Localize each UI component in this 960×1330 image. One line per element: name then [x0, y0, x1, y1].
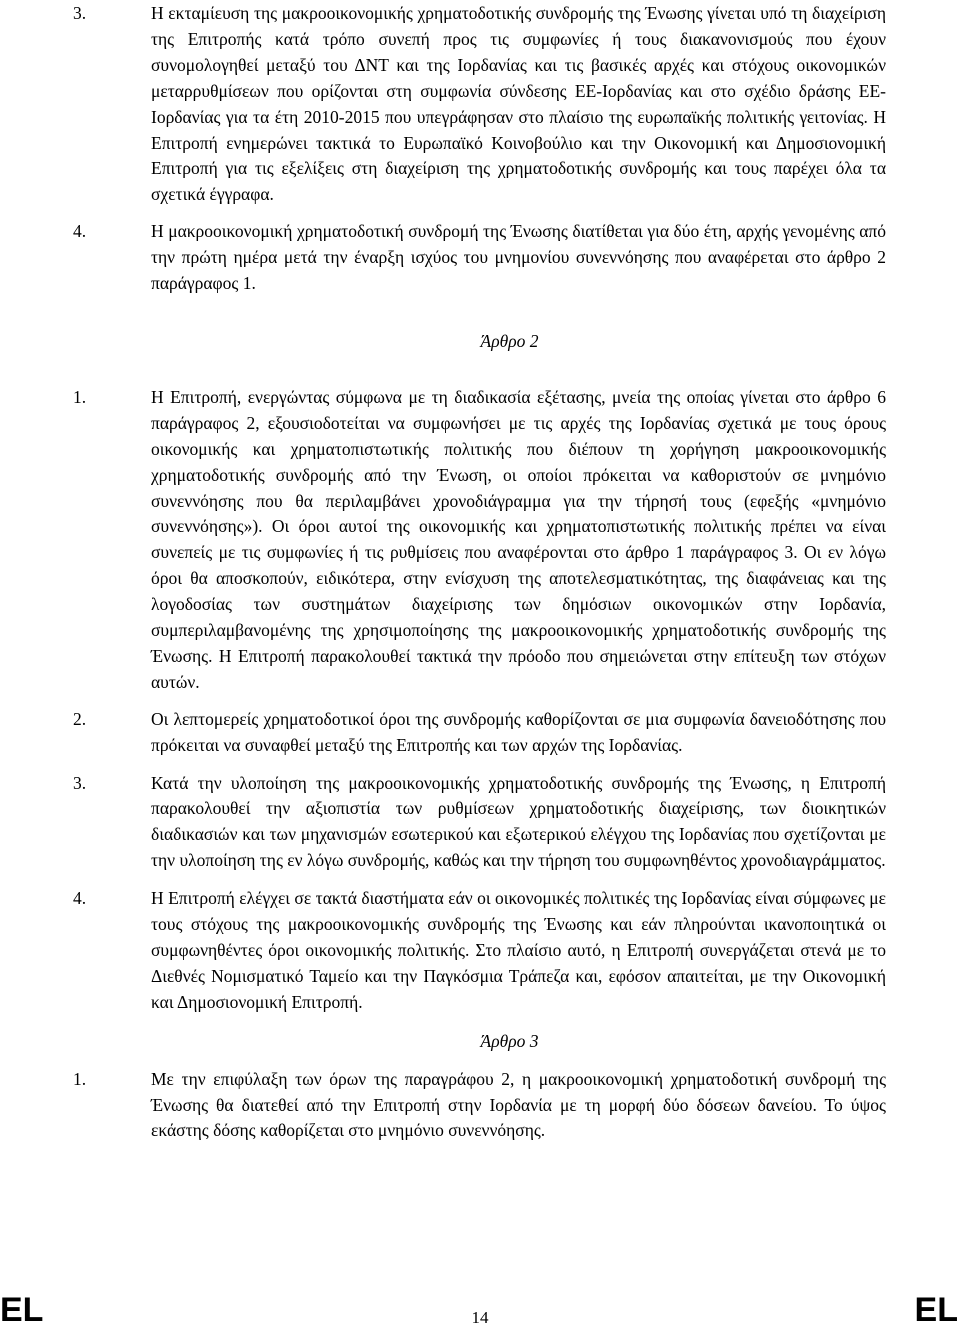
document-body: [73, 1, 886, 1144]
article-2-paragraph-3: [73, 771, 886, 875]
paragraph-3: [73, 1, 886, 208]
paragraph-text: Με την επιφύλαξη των όρων της παραγράφου 2, η μακροοικονομική χρηματοδοτική συνδρομή της Ένωσης θα διατεθεί από την Επιτροπή στην Ιορδανία με τη μορφή δύο δόσεων δανείου. Το ύψος εκάστης δόσης καθορίζεται στο μνημόνιο συνεννόησης.: [151, 1068, 886, 1141]
paragraph-text: Οι λεπτομερείς χρηματοδοτικοί όροι της συνδρομής καθορίζονται σε μια συμφωνία δανειοδότησης που πρόκειται να συναφθεί μεταξύ της Επιτροπής και των αρχών της Ιορδανίας.: [151, 708, 886, 755]
paragraph-number: 3.: [73, 772, 87, 793]
page-number: 14: [471, 1308, 489, 1327]
paragraph-number: 1.: [73, 386, 87, 407]
paragraph-4: [73, 219, 886, 297]
article-2-paragraph-4: [73, 886, 886, 1016]
paragraph-text: Η Επιτροπή, ενεργώντας σύμφωνα με τη διαδικασία εξέτασης, μνεία της οποίας γίνεται στο άρθρο 6 παράγραφος 2, εξουσιοδοτείται να συμφωνήσει με τις αρχές της Ιορδανίας σχετικά με τους όρους οικονομικής και χρηματοπιστωτικής πολιτικής που διέπουν τη χορήγηση μακροοικονομικής χρηματοδοτικής συνδρομής από την Ένωση, οι οποίοι πρόκειται να καθοριστούν σε μνημόνιο συνεννόησης που θα περιλαμβάνει χρονοδιάγραμμα για την τήρησή τους (εφεξής «μνημόνιο συνεννόησης»). Οι όροι αυτοί της οικονομικής και χρηματοπιστωτικής πολιτικής πρέπει να είναι συνεπείς με τις συμφωνίες ή τις ρυθμίσεις που αναφέρονται στο άρθρο 1 παράγραφος 3. Οι εν λόγω όροι θα αποσκοπούν, ειδικότερα, στην ενίσχυση της αποτελεσματικότητας, της διαφάνειας και της λογοδοσίας των συστημάτων διαχείρισης των δημόσιων οικονομικών στην Ιορδανία, συμπεριλαμβανομένης της χρησιμοποίησης της μακροοικονομικής χρηματοδοτικής συνδρομής της Ένωσης. Η Επιτροπή παρακολουθεί τακτικά την πρόοδο που σημειώνεται στην επίτευξη των στόχων αυτών.: [151, 386, 886, 692]
paragraph-text: Η Επιτροπή ελέγχει σε τακτά διαστήματα εάν οι οικονομικές πολιτικές της Ιορδανίας είναι σύμφωνες με τους στόχους της μακροοικονομικής συνδρομής της Ένωσης και εάν πληρούνται ικανοποιητικά οι συμφωνηθέντες όροι οικονομικής πολιτικής. Στο πλαίσιο αυτό, η Επιτροπή συνεργάζεται στενά με το Διεθνές Νομισματικό Ταμείο και την Παγκόσμια Τράπεζα και, εφόσον απαιτείται, με την Οικονομική και Δημοσιονομική Επιτροπή.: [151, 888, 886, 1012]
paragraph-number: 4.: [73, 221, 87, 242]
paragraph-number: 4.: [73, 888, 87, 909]
article-2-heading: Άρθρο 2: [480, 330, 539, 351]
paragraph-text: Η μακροοικονομική χρηματοδοτική συνδρομή της Ένωσης διατίθεται για δύο έτη, αρχής γενομένης από την πρώτη ημέρα μετά την έναρξη ισχύος του μνημονίου συνεννόησης που αναφέρεται στο άρθρο 2 παράγραφος 1.: [151, 221, 886, 294]
paragraph-text: Κατά την υλοποίηση της μακροοικονομικής χρηματοδοτικής συνδρομής της Ένωσης, η Επιτροπή παρακολουθεί την αξιοπιστία των ρυθμίσεων χρηματοδοτικής διαχείρισης, των διοικητικών διαδικασιών και των μηχανισμών εσωτερικού και εξωτερικού ελέγχου της Ιορδανίας που σχετίζονται με την υλοποίηση της εν λόγω συνδρομής, καθώς και την τήρηση του συμφωνηθέντος χρονοδιαγράμματος.: [151, 772, 886, 871]
article-3-paragraph-1: [73, 1067, 886, 1145]
article-3-heading: Άρθρο 3: [480, 1030, 539, 1051]
article-2-paragraph-1: [73, 385, 886, 696]
article-2-paragraph-2: [73, 707, 886, 759]
paragraph-number: 1.: [73, 1068, 87, 1089]
paragraph-text: Η εκταμίευση της μακροοικονομικής χρηματοδοτικής συνδρομής της Ένωσης γίνεται υπό τη διαχείριση της Επιτροπής κατά τρόπο συνεπή προς τις συμφωνίες ή τους διακανονισμούς που έχουν συνομολογηθεί μεταξύ του ΔΝΤ και της Ιορδανίας και τις βασικές αρχές και στόχους οικονομικών μεταρρυθμίσεων που ορίζονται στη συμφωνία σύνδεσης ΕΕ-Ιορδανίας και στο σχέδιο δράσης ΕΕ-Ιορδανίας για τα έτη 2010-2015 που υπεγράφησαν στο πλαίσιο της ευρωπαϊκής πολιτικής γειτονίας. Η Επιτροπή ενημερώνει τακτικά το Ευρωπαϊκό Κοινοβούλιο και την Οικονομική και Δημοσιονομική Επιτροπή για τις εξελίξεις στη διαχείριση της χρηματοδοτικής συνδρομής και τους παρέχει όλα τα σχετικά έγγραφα.: [151, 3, 886, 205]
paragraph-number: 2.: [73, 708, 87, 729]
page-footer: [0, 1286, 960, 1329]
paragraph-number: 3.: [73, 3, 87, 23]
language-code-left: EL: [0, 1291, 44, 1329]
language-code-right: EL: [914, 1291, 958, 1329]
